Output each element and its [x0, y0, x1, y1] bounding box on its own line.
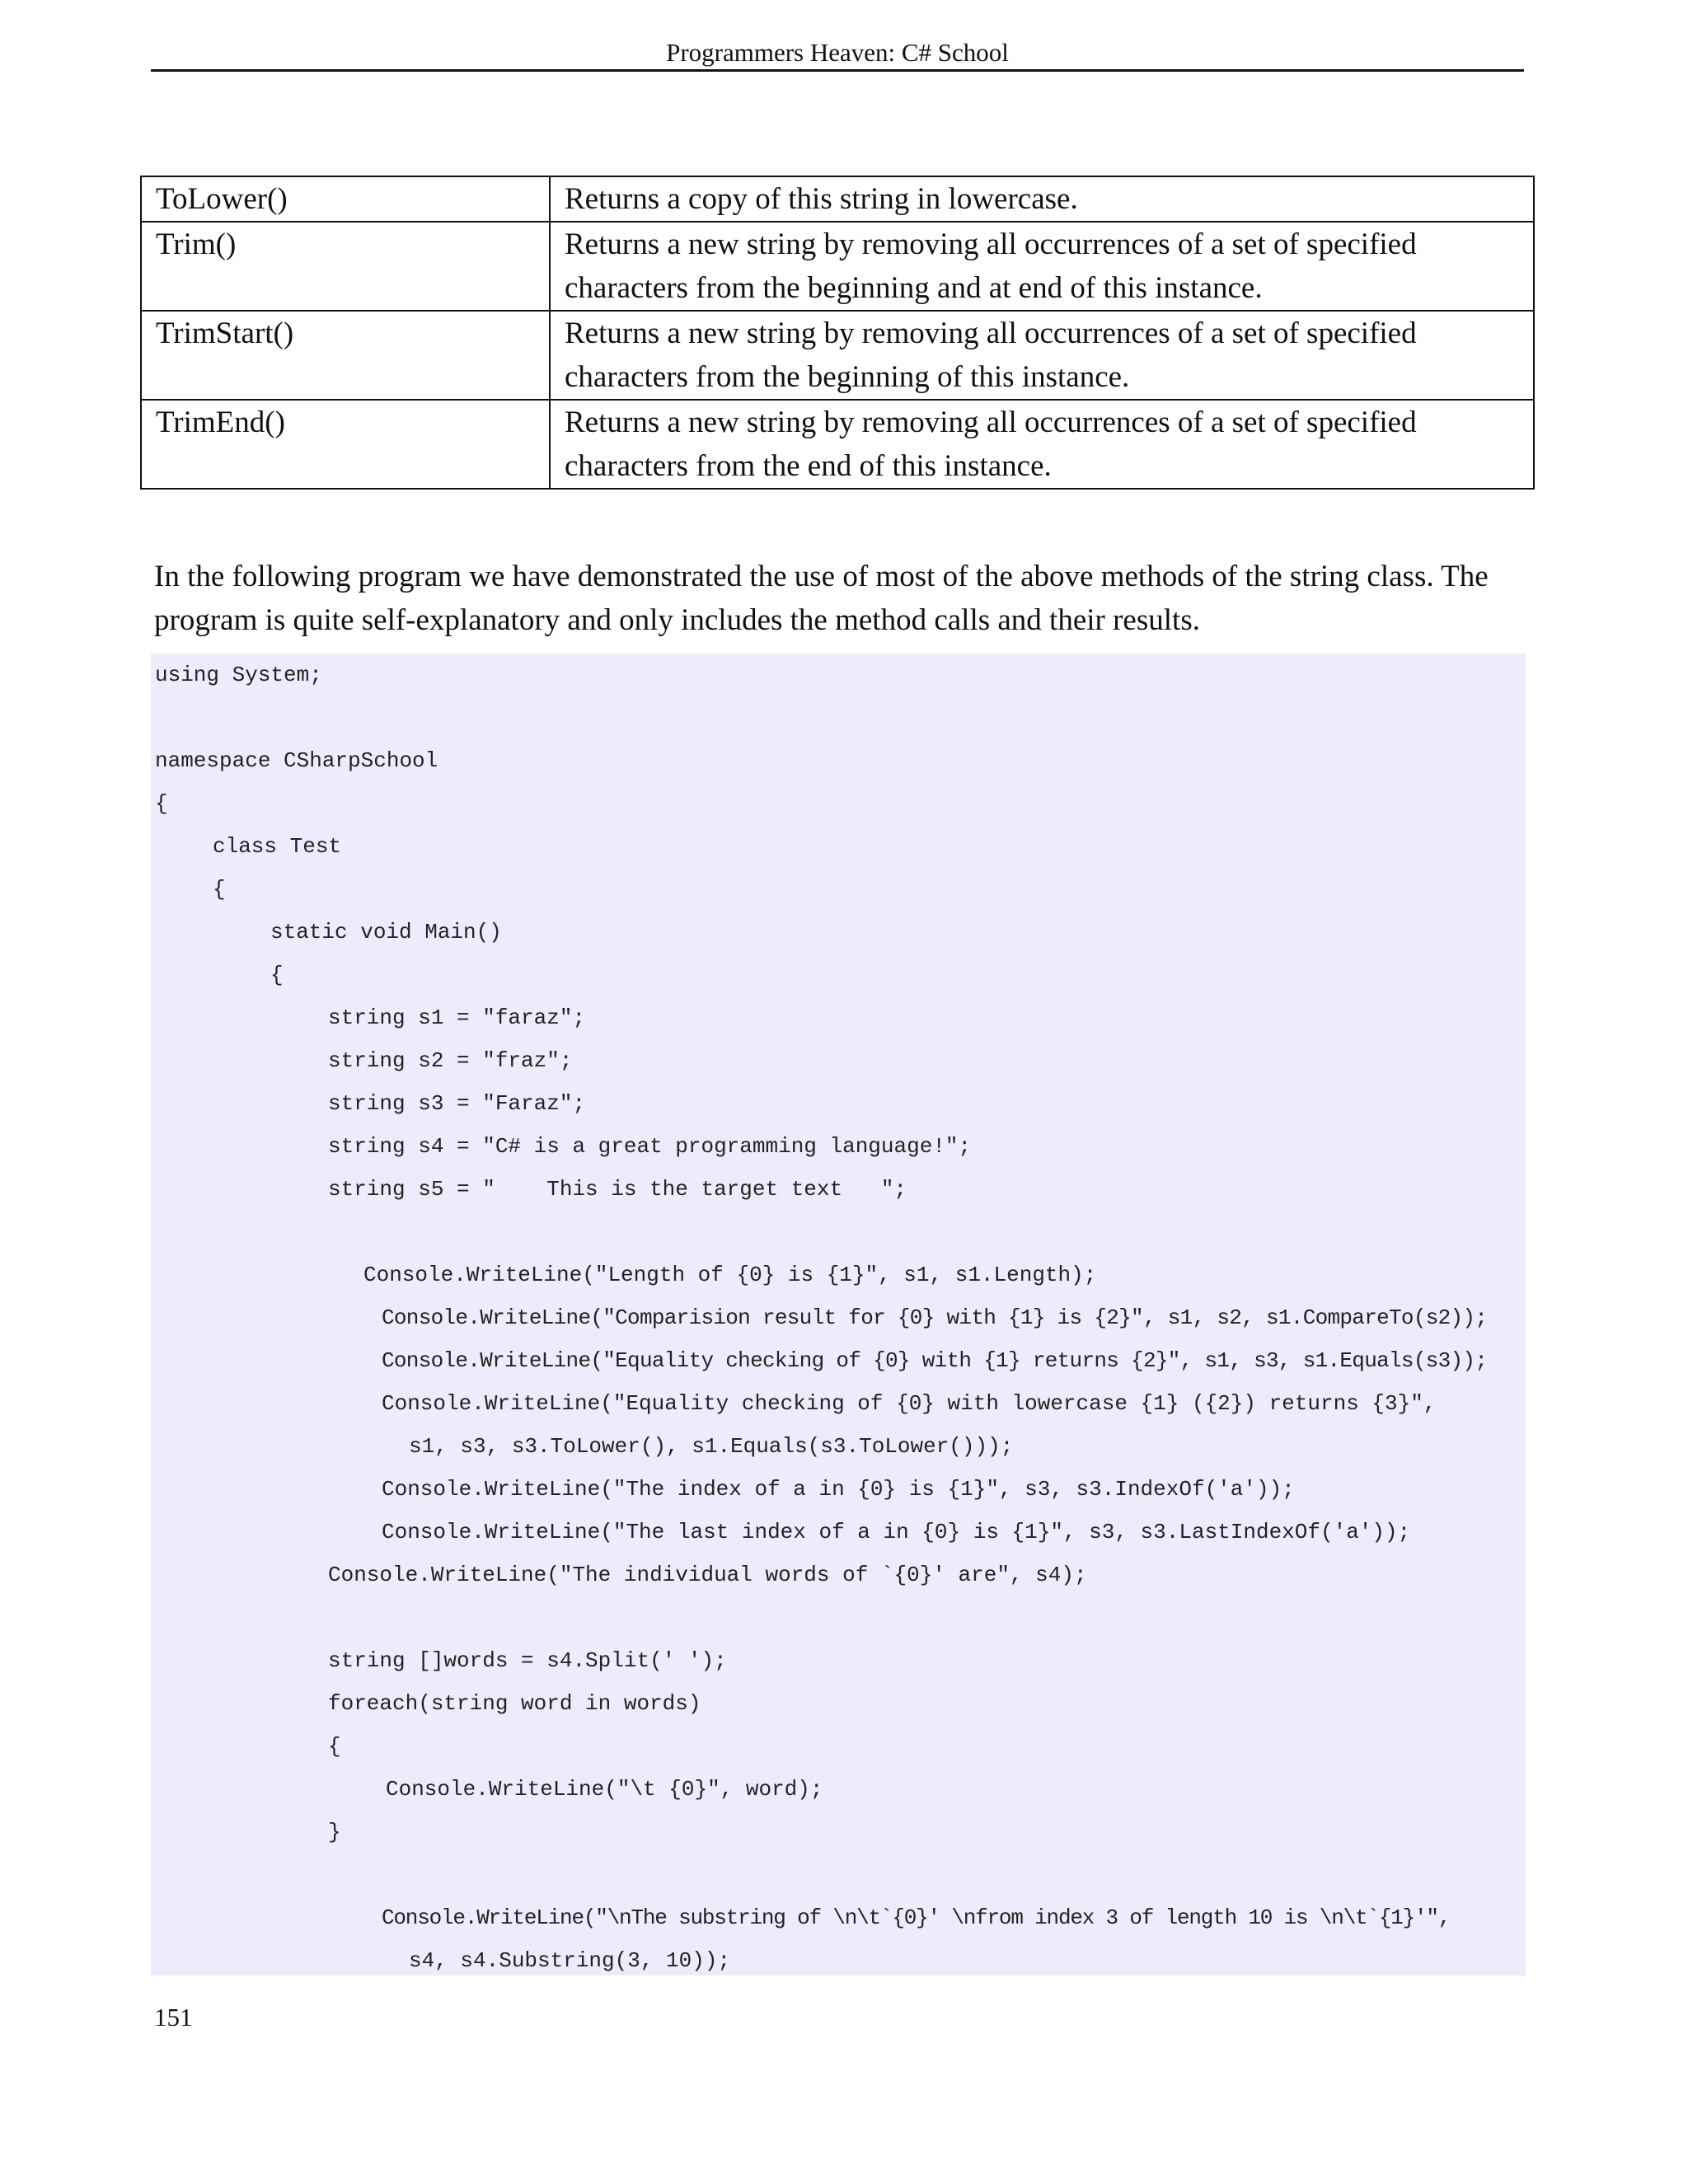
method-description-cell: Returns a copy of this string in lowercase. [550, 176, 1534, 222]
code-line: Console.WriteLine("Length of {0} is {1}", s1, s1.Length); [363, 1263, 1097, 1287]
method-description-cell: Returns a new string by removing all occurrences of a set of specified characters from the end of this instance. [550, 400, 1534, 489]
code-line: using System; [155, 663, 322, 687]
table-row [141, 311, 1534, 400]
code-line: Console.WriteLine("The index of a in {0} is {1}", s3, s3.IndexOf('a')); [382, 1477, 1295, 1502]
code-line: { [270, 963, 284, 987]
code-line: namespace CSharpSchool [155, 748, 438, 773]
code-line: Console.WriteLine("\t {0}", word); [386, 1777, 823, 1802]
code-line: Console.WriteLine("Comparision result for {0} with {1} is {2}", s1, s2, s1.CompareTo(s2)); [382, 1305, 1488, 1330]
method-description-cell: Returns a new string by removing all occurrences of a set of specified characters from the beginning and at end of this instance. [550, 222, 1534, 311]
code-line: string s5 = " This is the target text "; [328, 1177, 907, 1202]
code-line: static void Main() [270, 920, 502, 944]
code-line: foreach(string word in words) [328, 1691, 701, 1716]
code-line: string []words = s4.Split(' '); [328, 1648, 727, 1673]
code-line: string s1 = "faraz"; [328, 1005, 586, 1030]
code-line: Console.WriteLine("The last index of a in {0} is {1}", s3, s3.LastIndexOf('a')); [382, 1520, 1411, 1544]
table-row [141, 222, 1534, 311]
method-name-cell: TrimEnd() [141, 400, 550, 489]
table-row [141, 176, 1534, 222]
code-line: { [213, 877, 226, 902]
method-description-cell: Returns a new string by removing all occurrences of a set of specified characters from the beginning of this instance. [550, 311, 1534, 400]
code-line: } [328, 1820, 341, 1844]
page-header: Programmers Heaven: C# School [151, 36, 1524, 72]
intro-paragraph: In the following program we have demonstrated the use of most of the above methods of the string class. The program is quite self-explanatory and only includes the method calls and their results. [154, 560, 1489, 637]
code-line: Console.WriteLine("\nThe substring of \n\t`{0}' \nfrom index 3 of length 10 is \n\t`{1}'", [382, 1905, 1451, 1930]
code-line: Console.WriteLine("Equality checking of {0} with lowercase {1} ({2}) returns {3}", [382, 1391, 1437, 1416]
code-line: { [328, 1734, 341, 1759]
code-line: s1, s3, s3.ToLower(), s1.Equals(s3.ToLower())); [409, 1434, 1014, 1459]
code-line: Console.WriteLine("The individual words of `{0}' are", s4); [328, 1563, 1087, 1587]
table-row [141, 400, 1534, 489]
string-methods-table [140, 176, 1535, 490]
code-line: string s3 = "Faraz"; [328, 1091, 586, 1116]
method-name-cell: ToLower() [141, 176, 550, 222]
method-name-cell: Trim() [141, 222, 550, 311]
code-line: string s2 = "fraz"; [328, 1048, 573, 1073]
code-line: s4, s4.Substring(3, 10)); [409, 1948, 731, 1973]
code-line: class Test [213, 834, 342, 859]
code-line: string s4 = "C# is a great programming language!"; [328, 1134, 972, 1159]
page-number: 151 [154, 2003, 193, 2032]
code-block [151, 654, 1526, 1975]
code-line: Console.WriteLine("Equality checking of {0} with {1} returns {2}", s1, s3, s1.Equals(s3)); [382, 1348, 1488, 1373]
method-name-cell: TrimStart() [141, 311, 550, 400]
code-line: { [155, 791, 168, 816]
